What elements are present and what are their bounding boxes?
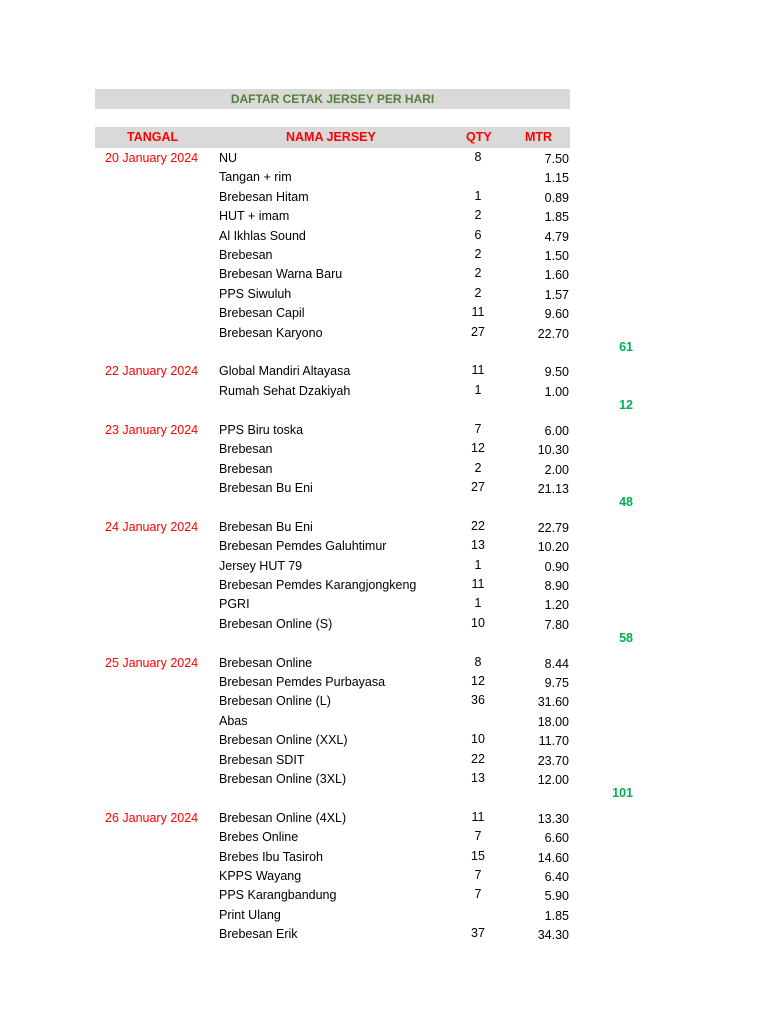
table-row [0,557,768,576]
qty-cell: 7 [474,868,482,883]
qty-cell: 27 [471,324,485,339]
table-row [0,460,768,479]
jersey-name-cell: Print Ulang [219,907,281,922]
table-row [0,654,768,673]
jersey-table-body [0,149,768,945]
qty-cell: 2 [474,285,482,300]
jersey-name-cell: KPPS Wayang [219,869,302,884]
qty-cell: 8 [474,150,482,164]
qty-cell: 13 [471,538,485,553]
daily-total-cell: 61 [619,340,633,355]
table-row [0,362,768,381]
date-cell: 23 January 2024 [105,422,199,437]
table-row [0,340,768,362]
jersey-name-cell: PPS Siwuluh [219,286,292,301]
mtr-cell: 10.30 [537,443,569,458]
mtr-cell: 22.70 [537,326,569,341]
mtr-cell: 10.20 [537,540,569,555]
qty-cell: 1 [474,188,482,203]
table-row [0,712,768,731]
jersey-name-cell: Tangan + rim [219,170,292,185]
table-row [0,631,768,653]
qty-cell: 12 [471,441,485,456]
table-row [0,867,768,886]
qty-cell: 36 [471,693,485,708]
header-tangal: TANGAL [127,130,179,144]
mtr-cell: 1.50 [544,249,569,264]
jersey-name-cell: NU [219,151,238,165]
mtr-cell: 9.50 [544,365,569,380]
table-row [0,518,768,537]
table-row [0,265,768,284]
table-row [0,149,768,168]
table-row [0,440,768,459]
qty-cell: 11 [471,809,485,824]
sheet-title: DAFTAR CETAK JERSEY PER HARI [230,92,435,106]
mtr-cell: 7.80 [544,617,569,632]
daily-total-cell: 101 [612,786,633,801]
qty-cell: 2 [474,208,482,223]
jersey-name-cell: Brebesan Online (XXL) [219,733,348,748]
jersey-name-cell: Global Mandiri Altayasa [219,364,351,379]
mtr-cell: 1.00 [544,384,569,399]
jersey-name-cell: Brebesan Online (3XL) [219,772,347,786]
table-row [0,576,768,595]
table-row [0,673,768,692]
mtr-cell: 5.90 [544,889,569,904]
jersey-name-cell: Brebesan Warna Baru [219,267,343,282]
daily-total-cell: 48 [619,495,633,510]
table-row [0,207,768,226]
qty-cell: 37 [471,926,485,941]
mtr-cell: 21.13 [537,481,569,496]
mtr-cell: 6.60 [544,831,569,846]
jersey-name-cell: Brebes Ibu Tasiroh [219,849,323,864]
table-row [0,770,768,789]
table-row [0,495,768,517]
table-row [0,479,768,498]
mtr-cell: 12.00 [537,773,569,787]
jersey-name-cell: Jersey HUT 79 [219,558,303,573]
qty-cell: 11 [471,305,485,320]
jersey-name-cell: Brebesan Erik [219,927,298,942]
table-row [0,304,768,323]
qty-cell: 1 [474,382,482,397]
jersey-name-cell: Brebesan Bu Eni [219,519,313,534]
table-row [0,848,768,867]
date-cell: 22 January 2024 [105,364,199,379]
qty-cell: 11 [471,363,485,378]
mtr-cell: 1.20 [544,598,569,613]
column-header-row [95,127,570,148]
table-row [0,786,768,808]
table-row [0,906,768,925]
table-row [0,188,768,207]
mtr-cell: 23.70 [537,753,569,768]
qty-cell: 2 [474,247,482,262]
table-row [0,828,768,847]
table-row [0,731,768,750]
mtr-cell: 1.60 [544,268,569,283]
mtr-cell: 13.30 [537,811,569,826]
qty-cell: 11 [471,576,485,591]
qty-cell: 10 [471,732,485,747]
date-cell: 20 January 2024 [105,151,199,165]
table-row [0,168,768,187]
qty-cell: 12 [471,673,485,688]
header-qty: QTY [466,130,492,144]
mtr-cell: 0.90 [544,559,569,574]
mtr-cell: 9.75 [544,675,569,690]
table-row [0,227,768,246]
jersey-name-cell: Al Ikhlas Sound [219,228,306,243]
mtr-cell: 34.30 [537,928,569,943]
jersey-name-cell: Brebesan Online (4XL) [219,810,347,825]
mtr-cell: 31.60 [537,695,569,710]
jersey-name-cell: Brebesan Bu Eni [219,480,313,495]
jersey-name-cell: PGRI [219,597,250,612]
mtr-cell: 6.00 [544,423,569,438]
qty-cell: 7 [474,421,482,436]
qty-cell: 13 [471,771,485,785]
jersey-name-cell: Abas [219,713,248,728]
qty-cell: 8 [474,654,482,669]
mtr-cell: 1.85 [544,210,569,225]
date-cell: 24 January 2024 [105,519,199,534]
qty-cell: 22 [471,518,485,533]
mtr-cell: 6.40 [544,870,569,885]
jersey-name-cell: Brebesan [219,461,273,476]
jersey-name-cell: PPS Karangbandung [219,888,337,903]
table-row [0,595,768,614]
qty-cell: 15 [471,848,485,863]
table-row [0,751,768,770]
mtr-cell: 22.79 [537,520,569,535]
qty-cell: 7 [474,887,482,902]
table-row [0,537,768,556]
table-row [0,809,768,828]
jersey-name-cell: Brebesan [219,442,273,457]
jersey-name-cell: Brebesan Pemdes Galuhtimur [219,539,387,554]
mtr-cell: 7.50 [544,152,569,166]
qty-cell: 22 [471,751,485,766]
qty-cell: 27 [471,479,485,494]
jersey-name-cell: Rumah Sehat Dzakiyah [219,383,351,398]
qty-cell: 6 [474,227,482,242]
mtr-cell: 8.44 [544,656,569,671]
header-mtr: MTR [525,130,553,144]
jersey-name-cell: Brebes Online [219,830,299,845]
table-row [0,615,768,634]
table-row [0,886,768,905]
jersey-name-cell: Brebesan Online [219,655,313,670]
daily-total-cell: 58 [619,631,633,646]
jersey-name-cell: Brebesan Online (S) [219,616,333,631]
jersey-name-cell: Brebesan Capil [219,306,305,321]
mtr-cell: 2.00 [544,462,569,477]
daily-total-cell: 12 [619,398,633,413]
table-row [0,925,768,944]
table-row [0,246,768,265]
qty-cell: 2 [474,460,482,475]
jersey-name-cell: Brebesan SDIT [219,752,305,767]
qty-cell: 1 [474,557,482,572]
mtr-cell: 18.00 [537,714,569,729]
jersey-name-cell: Brebesan [219,248,273,263]
table-row [0,398,768,420]
mtr-cell: 14.60 [537,850,569,865]
jersey-name-cell: Brebesan Pemdes Karangjongkeng [219,577,417,592]
jersey-name-cell: PPS Biru toska [219,422,304,437]
mtr-cell: 1.15 [544,171,569,186]
table-row [0,382,768,401]
header-nama-jersey: NAMA JERSEY [286,130,376,144]
qty-cell: 7 [474,829,482,844]
table-row [0,421,768,440]
jersey-name-cell: Brebesan Karyono [219,325,323,340]
mtr-cell: 4.79 [544,229,569,244]
qty-cell: 2 [474,266,482,281]
sheet-title-band [95,89,570,109]
table-row [0,692,768,711]
mtr-cell: 0.89 [544,190,569,205]
mtr-cell: 1.57 [544,287,569,302]
jersey-name-cell: Brebesan Online (L) [219,694,331,709]
qty-cell: 10 [471,615,485,630]
jersey-name-cell: Brebesan Pemdes Purbayasa [219,674,386,689]
table-row [0,285,768,304]
mtr-cell: 11.70 [538,734,569,749]
mtr-cell: 9.60 [544,307,569,322]
date-cell: 26 January 2024 [105,810,199,825]
date-cell: 25 January 2024 [105,655,199,670]
mtr-cell: 1.85 [544,908,569,923]
jersey-name-cell: Brebesan Hitam [219,189,309,204]
jersey-name-cell: HUT + imam [219,209,290,224]
mtr-cell: 8.90 [544,578,569,593]
table-row [0,324,768,343]
qty-cell: 1 [474,596,482,611]
